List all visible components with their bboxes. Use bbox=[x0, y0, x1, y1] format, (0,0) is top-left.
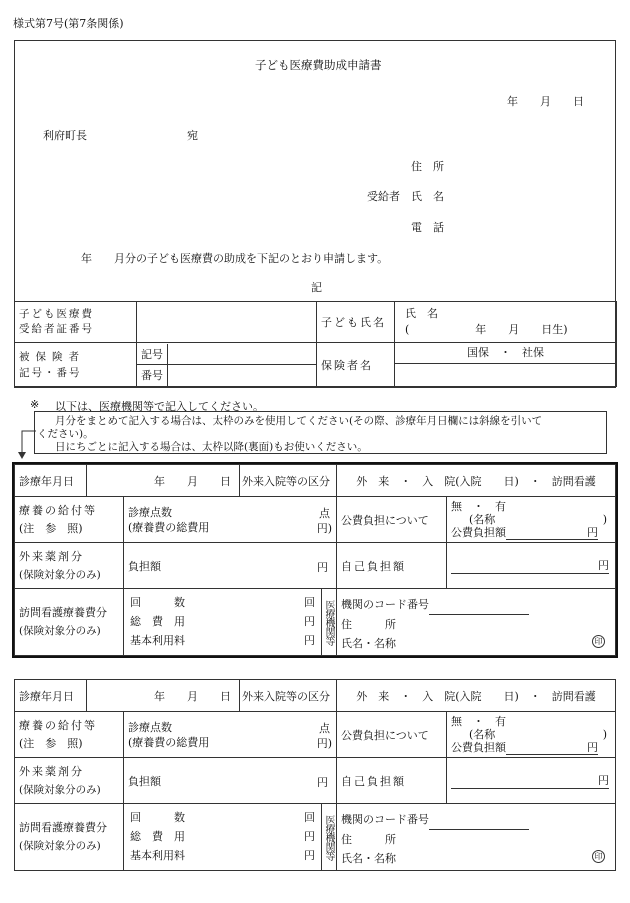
visit-type-label: 外来入院等の区分 bbox=[240, 465, 337, 497]
public-burden-label: 公費負担について bbox=[337, 712, 447, 758]
record-table bbox=[14, 679, 616, 871]
points-field[interactable]: 診療点数 (療養費の総費用 点 円) bbox=[124, 712, 337, 758]
note-mark: ※ bbox=[30, 398, 40, 411]
visit-type-options[interactable]: 外 来 ・ 入 院(入院 日) ・ 訪問看護 bbox=[337, 680, 616, 712]
drug-burden-field[interactable]: 負担額 円 bbox=[124, 758, 337, 804]
drug-label: 外来薬剤分 (保険対象分のみ) bbox=[15, 543, 124, 589]
ki-mark: 記 bbox=[311, 281, 322, 294]
self-burden-field[interactable]: 円 bbox=[447, 543, 616, 589]
public-burden-field[interactable]: 無 ・ 有 (名称 ) 公費負担額 円 bbox=[447, 712, 616, 758]
visit-type-options[interactable]: 外 来 ・ 入 院(入院 日) ・ 訪問看護 bbox=[337, 465, 616, 497]
self-burden-label: 自己負担額 bbox=[337, 543, 447, 589]
child-name-field[interactable] bbox=[395, 302, 617, 343]
application-form bbox=[14, 40, 616, 388]
honorific: 宛 bbox=[187, 129, 198, 142]
nursing-amounts[interactable]: 回 数 回 総 費 用 円 基本利用料 円 bbox=[130, 596, 315, 647]
form-number: 様式第7号(第7条関係) bbox=[13, 17, 124, 30]
recipient-table bbox=[14, 301, 617, 387]
nursing-amounts[interactable]: 回 数 回 総 費 用 円 基本利用料 円 bbox=[130, 811, 315, 862]
institution-vertical-label: 医療機関等 bbox=[321, 804, 336, 870]
benefit-label: 療養の給付等 (注 参 照) bbox=[15, 497, 124, 543]
seal-icon: 印 bbox=[592, 635, 605, 648]
institution-field[interactable]: 機関のコード番号 住 所 氏名・名称 印 bbox=[337, 804, 616, 871]
note-line-1: 以下は、医療機関等で記入してください。 bbox=[55, 400, 264, 413]
institution-field[interactable]: 機関のコード番号 住 所 氏名・名称 印 bbox=[337, 589, 616, 656]
cert-number-field[interactable] bbox=[137, 302, 317, 343]
child-name-sublabel: 氏 名 bbox=[405, 307, 438, 320]
note-line-3: ください)。 bbox=[37, 428, 94, 440]
nursing-label: 訪問看護療養費分 (保険対象分のみ) bbox=[15, 804, 124, 871]
application-statement: 年 月分の子ども医療費の助成を下記のとおり申請します。 bbox=[81, 252, 389, 265]
note-box bbox=[34, 411, 607, 454]
drug-label: 外来薬剤分 (保険対象分のみ) bbox=[15, 758, 124, 804]
record-table-bold bbox=[14, 464, 616, 656]
applicant-role: 受給者 bbox=[367, 190, 400, 203]
insurer-field bbox=[395, 343, 617, 387]
nursing-fields bbox=[124, 589, 337, 656]
application-date: 年 月 日 bbox=[507, 95, 584, 108]
seal-icon: 印 bbox=[592, 850, 605, 863]
insured-fields bbox=[137, 343, 317, 387]
note-line-4: 日にちごとに記入する場合は、太枠以降(裏面)もお使いください。 bbox=[55, 441, 368, 453]
visit-date-field[interactable]: 年 月 日 bbox=[87, 465, 240, 497]
visit-date-label: 診療年月日 bbox=[15, 680, 87, 712]
benefit-label: 療養の給付等 (注 参 照) bbox=[15, 712, 124, 758]
applicant-phone-label: 電 話 bbox=[411, 221, 444, 234]
insurer-name-label: 保険者名 bbox=[317, 343, 395, 387]
institution-vertical-label: 医療機関等 bbox=[321, 589, 336, 655]
public-burden-label: 公費負担について bbox=[337, 497, 447, 543]
note-line-2: 月分をまとめて記入する場合は、太枠のみを使用してください(その際、診療年月日欄には斜線を引いて bbox=[55, 415, 543, 427]
applicant-address-label: 住 所 bbox=[411, 160, 444, 173]
insurer-name-field[interactable] bbox=[395, 364, 616, 386]
birth-date-line: ( 年 月 日生) bbox=[405, 323, 568, 336]
nursing-label: 訪問看護療養費分 (保険対象分のみ) bbox=[15, 589, 124, 656]
number-field[interactable] bbox=[168, 365, 317, 386]
self-burden-field[interactable]: 円 bbox=[447, 758, 616, 804]
number-label: 番号 bbox=[137, 365, 168, 386]
form-title: 子ども医療費助成申請書 bbox=[255, 58, 382, 72]
drug-burden-field[interactable]: 負担額 円 bbox=[124, 543, 337, 589]
symbol-label: 記号 bbox=[137, 344, 168, 365]
visit-type-label: 外来入院等の区分 bbox=[240, 680, 337, 712]
child-name-label: 子ども氏名 bbox=[317, 302, 395, 343]
insured-label: 被保険者 記号・番号 bbox=[15, 343, 137, 387]
cert-number-label: 子ども医療費 受給者証番号 bbox=[15, 302, 137, 343]
self-burden-label: 自己負担額 bbox=[337, 758, 447, 804]
arrow-down-icon bbox=[12, 430, 38, 460]
visit-date-field[interactable]: 年 月 日 bbox=[87, 680, 240, 712]
addressee: 利府町長 bbox=[43, 129, 87, 142]
symbol-field[interactable] bbox=[168, 344, 317, 365]
insurance-type[interactable]: 国保 ・ 社保 bbox=[395, 343, 616, 364]
points-field[interactable]: 診療点数 (療養費の総費用 点 円) bbox=[124, 497, 337, 543]
nursing-fields bbox=[124, 804, 337, 871]
public-burden-field[interactable]: 無 ・ 有 (名称 ) 公費負担額 円 bbox=[447, 497, 616, 543]
applicant-name-label: 氏 名 bbox=[411, 190, 444, 203]
visit-date-label: 診療年月日 bbox=[15, 465, 87, 497]
